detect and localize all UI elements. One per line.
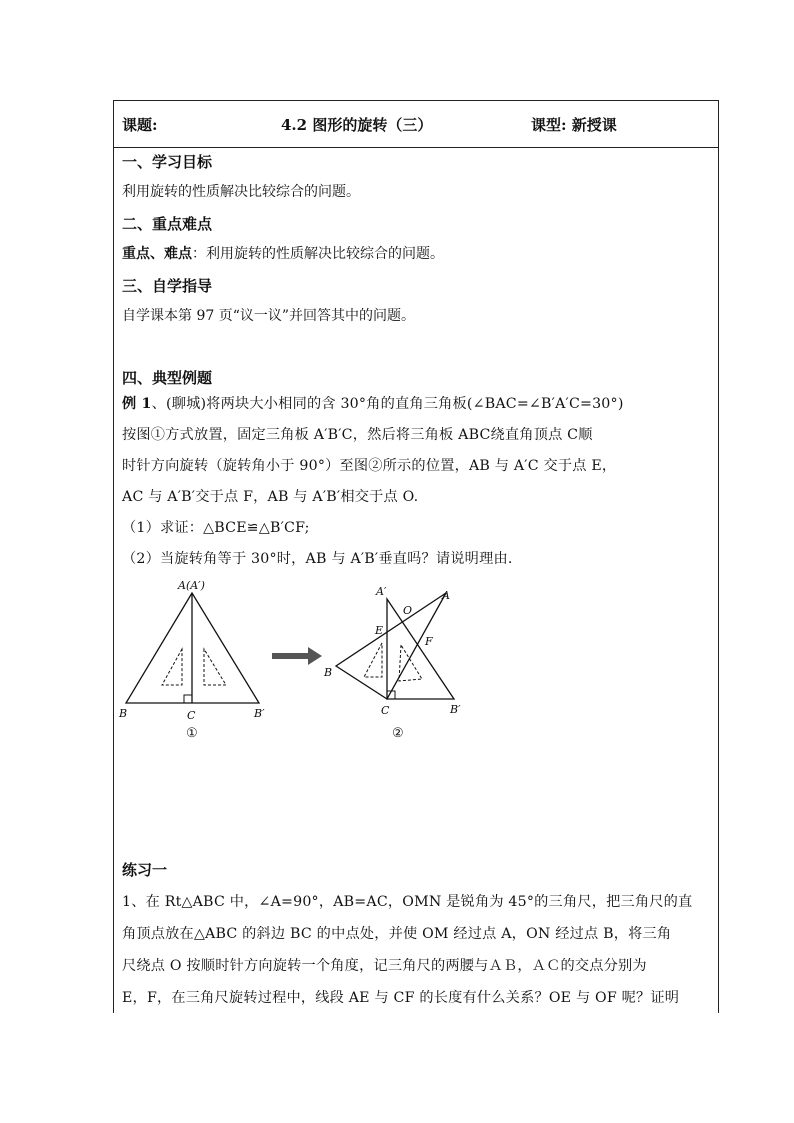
- fig2-fixed-triangle: [387, 599, 454, 699]
- fig1-caption: ①: [186, 726, 198, 741]
- example-line-3: 时针方向旋转（旋转角小于 90°）至图②所示的位置，AB 与 A′C 交于点 E，: [122, 458, 617, 474]
- fig1-label-right: B′: [254, 707, 265, 720]
- key-points-bold: 重点、难点: [122, 246, 192, 262]
- figure-1: [118, 581, 265, 741]
- fig2-label-c: C: [381, 704, 390, 717]
- example-question-1: （1）求证：△BCE≌△B′CF;: [122, 520, 310, 536]
- example-question-2: （2）当旋转角等于 30°时，AB 与 A′B′垂直吗？请说明理由.: [122, 551, 513, 567]
- example-figures: [114, 581, 720, 761]
- rotation-arrow: [272, 647, 322, 665]
- example-label: 例 1: [122, 396, 152, 412]
- section-heading-key-points: 二、重点难点: [122, 215, 213, 233]
- fig2-label-b-prime: B′: [450, 703, 461, 716]
- fig2-inner-left: [364, 643, 382, 677]
- arrow-head: [308, 647, 322, 665]
- fig1-label-left: B: [119, 707, 128, 720]
- example-line-1: 例 1、(聊城)将两块大小相同的含 30°角的直角三角板(∠BAC=∠B′A′C=30°): [122, 396, 624, 412]
- section-heading-examples: 四、典型例题: [122, 369, 213, 387]
- fig2-label-f: F: [425, 635, 433, 648]
- lesson-table: [113, 100, 719, 1013]
- fig2-inner-right: [399, 645, 422, 681]
- fig1-label-top: A(A′): [178, 581, 205, 592]
- practice-line-1: 1、在 Rt△ABC 中，∠A=90°，AB=AC，OMN 是锐角为 45°的三角尺，把三角尺的直: [122, 894, 693, 910]
- subject-label: 课题:: [122, 116, 158, 134]
- key-points-text: [122, 243, 444, 263]
- fig2-label-o: O: [403, 604, 413, 617]
- figure-2: [323, 585, 461, 741]
- fig2-label-a: A: [442, 589, 450, 602]
- example-line-2: 按图①方式放置，固定三角板 A′B′C，然后将三角板 ABC绕直角顶点 C顺: [122, 427, 593, 443]
- key-points-rest: ：利用旋转的性质解决比较综合的问题。: [192, 246, 444, 262]
- fig1-inner-left: [162, 649, 182, 685]
- fig1-right-angle: [184, 695, 192, 703]
- fig2-label-a-prime: A′: [376, 585, 387, 598]
- example-line-4: AC 与 A′B′交于点 F，AB 与 A′B′相交于点 O.: [122, 489, 419, 505]
- fig2-label-b: B: [324, 666, 333, 679]
- self-study-text: 自学课本第 97 页“议一议”并回答其中的问题。: [122, 308, 416, 324]
- fig2-caption: ②: [392, 726, 404, 741]
- practice-heading: 练习一: [122, 861, 168, 879]
- lesson-type: 课型: 新授课: [531, 116, 617, 134]
- figures-svg: [114, 581, 720, 761]
- practice-line-4: E，F，在三角尺旋转过程中，线段 AE 与 CF 的长度有什么关系？OE 与 OF 呢？证明: [122, 990, 680, 1006]
- fig2-label-e: E: [375, 624, 384, 637]
- fig1-label-bottom: C: [187, 709, 196, 722]
- title-row: [114, 101, 718, 148]
- fig1-inner-right: [204, 649, 226, 685]
- arrow-shaft: [272, 653, 308, 659]
- section-heading-goals: 一、学习目标: [122, 153, 213, 171]
- practice-line-3: 尺绕点 O 按顺时针方向旋转一个角度，记三角尺的两腰与ＡＢ，ＡＣ的交点分别为: [122, 958, 647, 974]
- section-heading-self-study: 三、自学指导: [122, 277, 213, 295]
- goals-text: 利用旋转的性质解决比较综合的问题。: [122, 184, 360, 200]
- practice-line-2: 角顶点放在△ABC 的斜边 BC 的中点处，并使 OM 经过点 A，ON 经过点 B，将三角: [122, 926, 672, 942]
- lesson-title: 4.2 图形的旋转（三）: [281, 116, 433, 134]
